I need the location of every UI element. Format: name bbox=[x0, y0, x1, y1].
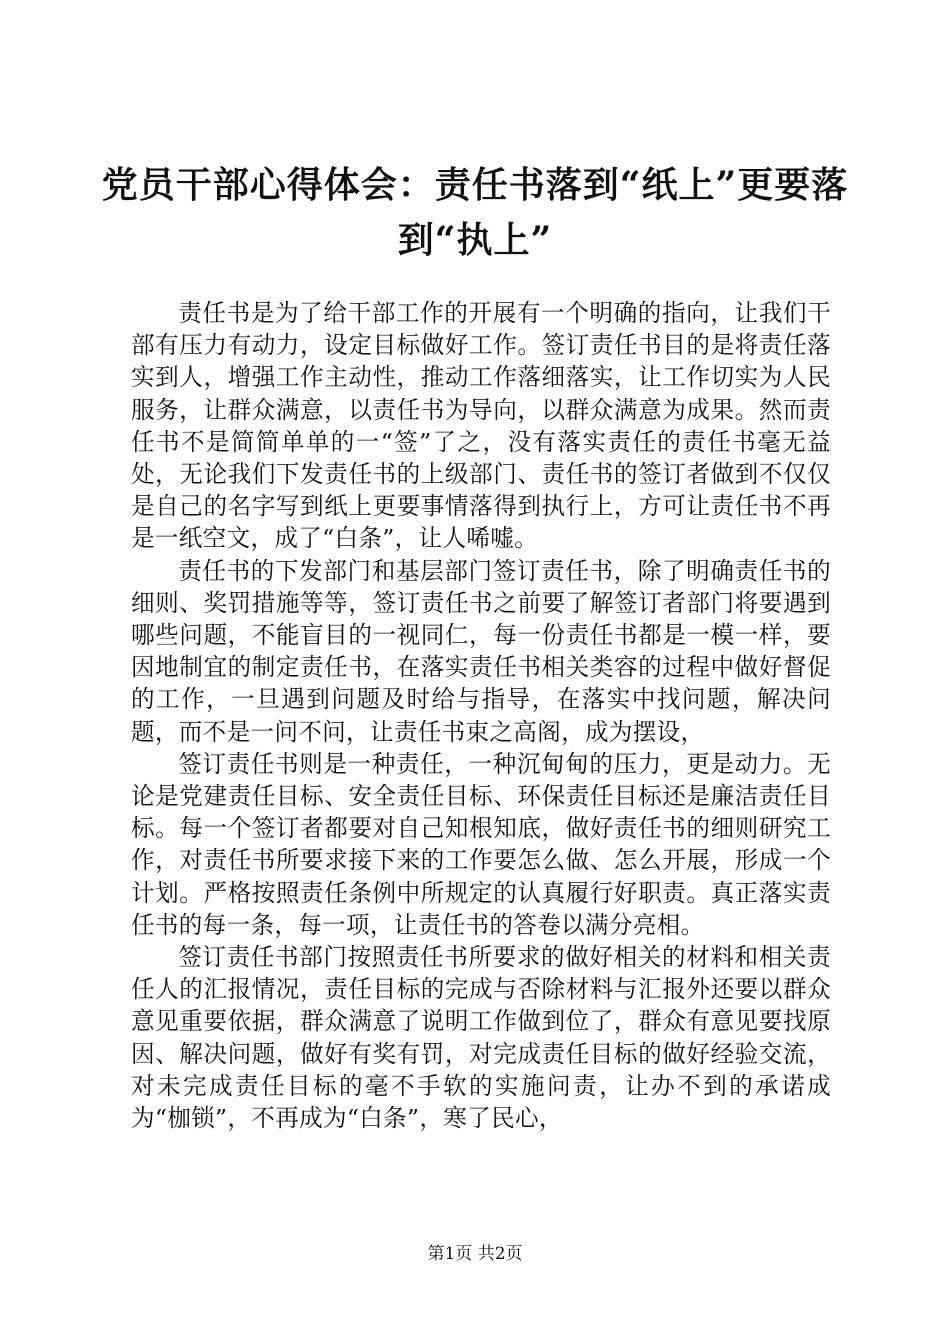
document-title: 党员干部心得体会：责任书落到“纸上”更要落到“执上” bbox=[101, 164, 849, 261]
paragraph: 责任书的下发部门和基层部门签订责任书，除了明确责任书的细则、奖罚措施等等，签订责任书之前要了解签订者部门将要遇到哪些问题，不能盲目的一视同仁，每一份责任书都是一模一样，要因地制宜的制定责任书，在落实责任书相关类容的过程中做好督促的工作，一旦遇到问题及时给与指导，在落实中找问题，解决问题，而不是一问不问，让责任书束之高阁，成为摆设， bbox=[131, 556, 831, 746]
paragraph: 签订责任书则是一种责任，一种沉甸甸的压力，更是动力。无论是党建责任目标、安全责任目标、环保责任目标还是廉洁责任目标。每一个签订者都要对自己知根知底，做好责任书的细则研究工作，对责任书所要求接下来的工作要怎么做、怎么开展，形成一个计划。严格按照责任条例中所规定的认真履行好职责。真正落实责任书的每一条，每一项，让责任书的答卷以满分亮相。 bbox=[131, 749, 831, 939]
paragraph: 责任书是为了给干部工作的开展有一个明确的指向，让我们干部有压力有动力，设定目标做好工作。签订责任书目的是将责任落实到人，增强工作主动性，推动工作落细落实，让工作切实为人民服务，让群众满意，以责任书为导向，以群众满意为成果。然而责任书不是简简单单的一“签”了之，没有落实责任的责任书毫无益处，无论我们下发责任书的上级部门、责任书的签订者做到不仅仅是自己的名字写到纸上更要事情落得到执行上，方可让责任书不再是一纸空文，成了“白条”，让人唏嘘。 bbox=[131, 299, 831, 553]
document-body bbox=[131, 297, 831, 1134]
page-number-footer: 第1页 共2页 bbox=[427, 1244, 523, 1264]
paragraph: 签订责任书部门按照责任书所要求的做好相关的材料和相关责任人的汇报情况，责任目标的完成与否除材料与汇报外还要以群众意见重要依据，群众满意了说明工作做到位了，群众有意见要找原因、解决问题，做好有奖有罚，对完成责任目标的做好经验交流，对未完成责任目标的毫不手软的实施问责，让办不到的承诺成为“枷锁”，不再成为“白条”，寒了民心， bbox=[131, 943, 831, 1133]
